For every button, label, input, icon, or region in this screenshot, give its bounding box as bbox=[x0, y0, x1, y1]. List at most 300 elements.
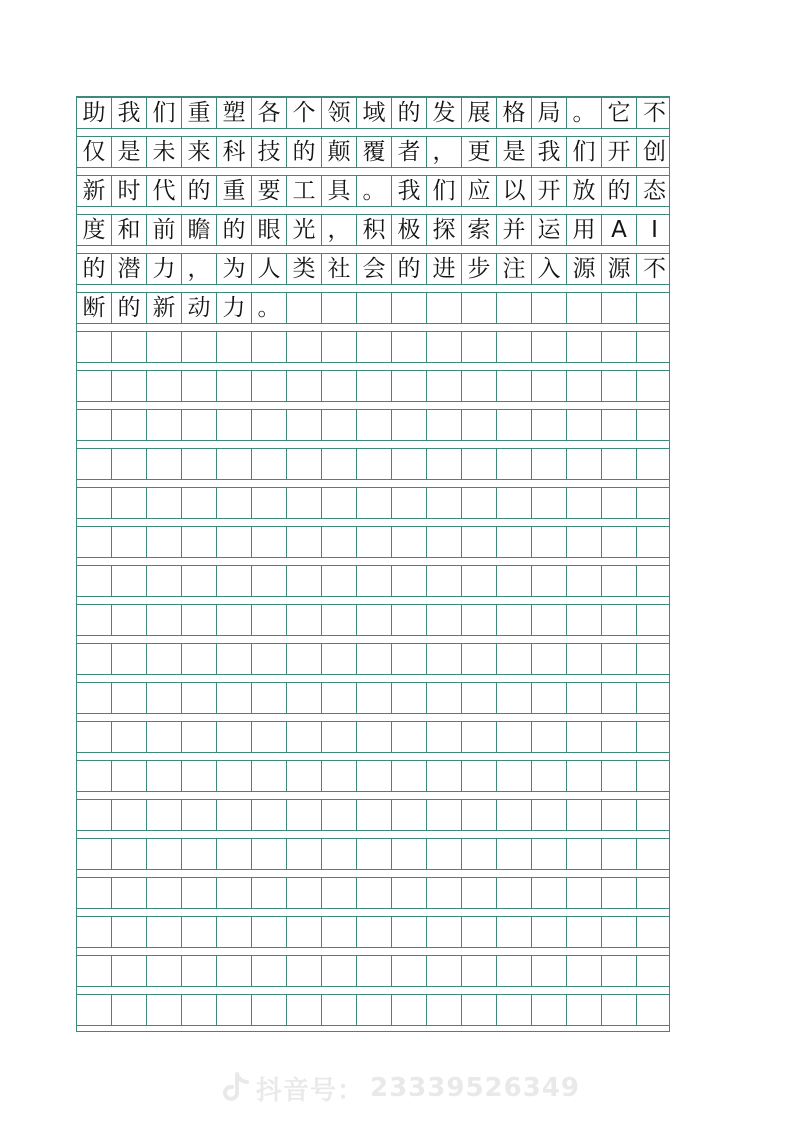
grid-row bbox=[77, 838, 669, 870]
grid-cell bbox=[392, 644, 427, 674]
grid-cell bbox=[637, 371, 672, 401]
grid-cell: 具 bbox=[322, 176, 357, 206]
grid-cell: 重 bbox=[182, 98, 217, 128]
grid-cell bbox=[497, 644, 532, 674]
grid-cell bbox=[602, 761, 637, 791]
grid-cell bbox=[217, 527, 252, 557]
grid-cell bbox=[567, 722, 602, 752]
grid-cell bbox=[287, 605, 322, 635]
grid-row bbox=[77, 331, 669, 363]
grid-cell bbox=[357, 566, 392, 596]
grid-cell bbox=[217, 371, 252, 401]
grid-cell bbox=[392, 449, 427, 479]
grid-cell bbox=[357, 917, 392, 947]
grid-cell bbox=[602, 293, 637, 323]
grid-cell bbox=[427, 683, 462, 713]
grid-cell bbox=[287, 800, 322, 830]
grid-cell bbox=[182, 722, 217, 752]
grid-cell bbox=[637, 527, 672, 557]
grid-cell bbox=[322, 722, 357, 752]
grid-cell bbox=[252, 527, 287, 557]
grid-cell: ， bbox=[182, 254, 217, 284]
grid-cell: 探 bbox=[427, 215, 462, 245]
grid-cell bbox=[77, 761, 112, 791]
grid-cell: 态 bbox=[643, 177, 666, 204]
grid-cell bbox=[322, 332, 357, 362]
grid-cell bbox=[567, 644, 602, 674]
grid-cell bbox=[637, 800, 672, 830]
grid-cell: 前 bbox=[147, 215, 182, 245]
grid-cell bbox=[322, 644, 357, 674]
grid-cell bbox=[532, 449, 567, 479]
grid-cell bbox=[357, 410, 392, 440]
grid-cell bbox=[462, 644, 497, 674]
grid-cell bbox=[112, 917, 147, 947]
grid-cell bbox=[182, 917, 217, 947]
grid-cell bbox=[252, 332, 287, 362]
grid-cell bbox=[77, 332, 112, 362]
grid-cell: 用 bbox=[567, 215, 602, 245]
grid-cell bbox=[602, 878, 637, 908]
grid-cell bbox=[182, 839, 217, 869]
grid-cell bbox=[182, 449, 217, 479]
grid-cell: 格 bbox=[497, 98, 532, 128]
watermark-account-id: 23339526349 bbox=[370, 1073, 580, 1103]
grid-cell bbox=[637, 410, 672, 440]
music-note-icon bbox=[220, 1071, 250, 1105]
grid-cell: 力 bbox=[147, 254, 182, 284]
grid-cell bbox=[357, 956, 392, 986]
grid-cell bbox=[602, 644, 637, 674]
grid-row bbox=[77, 643, 669, 675]
grid-cell bbox=[357, 722, 392, 752]
grid-cell bbox=[532, 956, 567, 986]
grid-row bbox=[77, 526, 669, 558]
grid-cell bbox=[217, 332, 252, 362]
grid-cell bbox=[357, 839, 392, 869]
grid-cell bbox=[112, 800, 147, 830]
grid-cell bbox=[602, 917, 637, 947]
grid-cell bbox=[182, 605, 217, 635]
grid-cell bbox=[182, 566, 217, 596]
grid-cell bbox=[637, 332, 672, 362]
grid-cell: 者 bbox=[392, 137, 427, 167]
grid-cell bbox=[392, 956, 427, 986]
grid-cell bbox=[392, 722, 427, 752]
grid-cell bbox=[427, 293, 462, 323]
grid-cell bbox=[77, 605, 112, 635]
grid-cell bbox=[567, 761, 602, 791]
grid-cell bbox=[497, 410, 532, 440]
grid-cell: 各 bbox=[252, 98, 287, 128]
grid-cell bbox=[602, 722, 637, 752]
grid-cell: 科 bbox=[217, 137, 252, 167]
grid-cell bbox=[392, 917, 427, 947]
grid-cell bbox=[287, 566, 322, 596]
grid-row bbox=[77, 253, 669, 285]
grid-cell bbox=[637, 839, 672, 869]
grid-cell bbox=[182, 956, 217, 986]
grid-cell bbox=[322, 371, 357, 401]
grid-cell bbox=[182, 761, 217, 791]
grid-row bbox=[77, 682, 669, 714]
grid-cell bbox=[182, 488, 217, 518]
grid-cell bbox=[497, 683, 532, 713]
grid-row bbox=[77, 214, 669, 246]
grid-cell bbox=[322, 410, 357, 440]
grid-cell bbox=[112, 956, 147, 986]
grid-cell bbox=[462, 566, 497, 596]
grid-cell: 瞻 bbox=[182, 215, 217, 245]
grid-cell: 个 bbox=[287, 98, 322, 128]
grid-cell: 的 bbox=[602, 176, 637, 206]
grid-cell: 会 bbox=[357, 254, 392, 284]
grid-cell: 积 bbox=[357, 215, 392, 245]
grid-cell bbox=[602, 683, 637, 713]
grid-cell bbox=[567, 332, 602, 362]
grid-cell bbox=[147, 527, 182, 557]
grid-cell bbox=[497, 332, 532, 362]
grid-cell bbox=[182, 800, 217, 830]
grid-cell bbox=[392, 410, 427, 440]
grid-cell: 进 bbox=[427, 254, 462, 284]
grid-cell bbox=[532, 488, 567, 518]
grid-cell bbox=[567, 410, 602, 440]
grid-cell bbox=[427, 722, 462, 752]
grid-cell: 域 bbox=[357, 98, 392, 128]
grid-cell bbox=[427, 995, 462, 1025]
grid-cell: 的 bbox=[77, 254, 112, 284]
grid-cell bbox=[602, 995, 637, 1025]
grid-cell bbox=[112, 722, 147, 752]
grid-cell: 是 bbox=[497, 137, 532, 167]
grid-cell bbox=[357, 449, 392, 479]
grid-cell bbox=[427, 917, 462, 947]
grid-cell bbox=[112, 488, 147, 518]
grid-cell bbox=[77, 566, 112, 596]
grid-cell bbox=[287, 917, 322, 947]
grid-cell bbox=[497, 488, 532, 518]
grid-cell: 社 bbox=[322, 254, 357, 284]
grid-cell bbox=[252, 800, 287, 830]
grid-cell bbox=[147, 839, 182, 869]
grid-cell bbox=[112, 371, 147, 401]
grid-cell bbox=[322, 449, 357, 479]
grid-cell bbox=[532, 527, 567, 557]
grid-cell bbox=[427, 839, 462, 869]
grid-cell bbox=[637, 449, 672, 479]
grid-cell bbox=[567, 488, 602, 518]
grid-cell bbox=[532, 566, 567, 596]
grid-cell bbox=[462, 722, 497, 752]
grid-cell bbox=[602, 956, 637, 986]
grid-cell bbox=[427, 449, 462, 479]
grid-cell: 们 bbox=[147, 98, 182, 128]
grid-cell bbox=[532, 410, 567, 440]
grid-cell bbox=[182, 683, 217, 713]
grid-cell bbox=[77, 917, 112, 947]
grid-cell bbox=[567, 683, 602, 713]
grid-cell bbox=[287, 956, 322, 986]
grid-cell bbox=[602, 410, 637, 440]
grid-cell bbox=[287, 332, 322, 362]
grid-cell bbox=[462, 839, 497, 869]
grid-row bbox=[77, 955, 669, 987]
grid-cell bbox=[147, 995, 182, 1025]
grid-cell bbox=[567, 956, 602, 986]
grid-cell bbox=[392, 527, 427, 557]
grid-cell bbox=[322, 488, 357, 518]
grid-cell bbox=[602, 527, 637, 557]
grid-cell bbox=[357, 527, 392, 557]
grid-cell bbox=[252, 488, 287, 518]
grid-cell bbox=[427, 878, 462, 908]
grid-cell bbox=[462, 605, 497, 635]
grid-cell: 更 bbox=[462, 137, 497, 167]
grid-cell bbox=[147, 683, 182, 713]
grid-cell bbox=[637, 488, 672, 518]
grid-cell bbox=[217, 605, 252, 635]
grid-cell bbox=[217, 995, 252, 1025]
grid-row bbox=[77, 175, 669, 207]
grid-cell bbox=[287, 644, 322, 674]
grid-cell bbox=[357, 371, 392, 401]
grid-cell bbox=[392, 488, 427, 518]
grid-row bbox=[77, 799, 669, 831]
grid-cell bbox=[322, 917, 357, 947]
grid-cell: 展 bbox=[462, 98, 497, 128]
grid-cell bbox=[392, 293, 427, 323]
grid-cell bbox=[497, 371, 532, 401]
grid-cell: 我 bbox=[392, 176, 427, 206]
grid-cell: 的 bbox=[392, 254, 427, 284]
grid-cell bbox=[217, 800, 252, 830]
grid-row bbox=[77, 994, 669, 1026]
grid-cell bbox=[252, 956, 287, 986]
grid-cell bbox=[322, 527, 357, 557]
grid-cell bbox=[392, 605, 427, 635]
grid-row bbox=[77, 97, 669, 129]
grid-row bbox=[77, 370, 669, 402]
grid-cell: 不 bbox=[643, 255, 666, 282]
grid-cell: 索 bbox=[462, 215, 497, 245]
grid-cell bbox=[112, 761, 147, 791]
grid-cell bbox=[532, 371, 567, 401]
grid-cell bbox=[532, 761, 567, 791]
grid-cell bbox=[392, 761, 427, 791]
grid-cell bbox=[217, 761, 252, 791]
grid-cell: 放 bbox=[567, 176, 602, 206]
grid-cell: 的 bbox=[392, 98, 427, 128]
grid-cell bbox=[567, 878, 602, 908]
grid-row bbox=[77, 916, 669, 948]
grid-cell bbox=[427, 605, 462, 635]
grid-cell bbox=[462, 527, 497, 557]
grid-cell: 。 bbox=[567, 98, 602, 128]
grid-cell bbox=[287, 761, 322, 791]
grid-cell bbox=[567, 371, 602, 401]
grid-cell bbox=[77, 644, 112, 674]
grid-cell bbox=[287, 293, 322, 323]
grid-cell: 领 bbox=[322, 98, 357, 128]
grid-cell: 类 bbox=[287, 254, 322, 284]
grid-cell: 覆 bbox=[357, 137, 392, 167]
grid-cell: 的 bbox=[217, 215, 252, 245]
grid-cell bbox=[287, 878, 322, 908]
grid-cell: 重 bbox=[217, 176, 252, 206]
grid-cell bbox=[112, 410, 147, 440]
grid-cell bbox=[427, 800, 462, 830]
grid-cell bbox=[322, 683, 357, 713]
grid-cell bbox=[217, 488, 252, 518]
grid-cell: 代 bbox=[147, 176, 182, 206]
grid-cell bbox=[147, 566, 182, 596]
grid-cell bbox=[322, 566, 357, 596]
grid-cell bbox=[112, 683, 147, 713]
grid-cell bbox=[77, 956, 112, 986]
grid-cell bbox=[392, 332, 427, 362]
grid-cell bbox=[532, 800, 567, 830]
grid-cell: 动 bbox=[182, 293, 217, 323]
grid-cell bbox=[392, 371, 427, 401]
grid-cell: 的 bbox=[182, 176, 217, 206]
grid-cell bbox=[462, 410, 497, 440]
grid-cell bbox=[602, 800, 637, 830]
grid-cell bbox=[322, 800, 357, 830]
grid-cell: 们 bbox=[567, 137, 602, 167]
grid-cell bbox=[567, 293, 602, 323]
grid-cell bbox=[147, 605, 182, 635]
grid-cell bbox=[287, 371, 322, 401]
grid-row bbox=[77, 136, 669, 168]
grid-cell: 和 bbox=[112, 215, 147, 245]
grid-cell bbox=[252, 761, 287, 791]
grid-cell bbox=[147, 761, 182, 791]
grid-cell: 断 bbox=[77, 293, 112, 323]
grid-cell bbox=[217, 410, 252, 440]
grid-cell bbox=[147, 644, 182, 674]
grid-cell: 工 bbox=[287, 176, 322, 206]
grid-cell: 来 bbox=[182, 137, 217, 167]
grid-cell: 要 bbox=[252, 176, 287, 206]
grid-cell bbox=[497, 449, 532, 479]
grid-cell bbox=[637, 644, 672, 674]
grid-cell bbox=[147, 878, 182, 908]
grid-cell: 步 bbox=[462, 254, 497, 284]
grid-cell: 。 bbox=[357, 176, 392, 206]
grid-cell bbox=[217, 917, 252, 947]
grid-cell: 人 bbox=[252, 254, 287, 284]
grid-cell bbox=[497, 917, 532, 947]
grid-cell bbox=[392, 878, 427, 908]
grid-row bbox=[77, 760, 669, 792]
grid-cell bbox=[392, 995, 427, 1025]
grid-cell bbox=[567, 995, 602, 1025]
grid-cell bbox=[147, 449, 182, 479]
grid-cell bbox=[182, 527, 217, 557]
grid-cell bbox=[602, 449, 637, 479]
grid-cell bbox=[182, 371, 217, 401]
grid-cell bbox=[322, 761, 357, 791]
grid-cell bbox=[112, 527, 147, 557]
grid-cell bbox=[532, 917, 567, 947]
grid-cell: 仅 bbox=[77, 137, 112, 167]
grid-cell: 们 bbox=[427, 176, 462, 206]
grid-cell bbox=[602, 566, 637, 596]
grid-cell bbox=[427, 566, 462, 596]
grid-cell bbox=[147, 722, 182, 752]
grid-cell bbox=[147, 800, 182, 830]
grid-cell bbox=[287, 449, 322, 479]
grid-cell bbox=[112, 605, 147, 635]
grid-row bbox=[77, 565, 669, 597]
grid-cell bbox=[182, 644, 217, 674]
grid-cell: 注 bbox=[497, 254, 532, 284]
grid-cell bbox=[77, 722, 112, 752]
grid-cell bbox=[252, 644, 287, 674]
grid-cell: 发 bbox=[427, 98, 462, 128]
grid-cell bbox=[77, 371, 112, 401]
grid-cell bbox=[497, 995, 532, 1025]
grid-cell bbox=[182, 332, 217, 362]
grid-cell: 颠 bbox=[322, 137, 357, 167]
grid-cell bbox=[322, 956, 357, 986]
grid-cell bbox=[252, 878, 287, 908]
grid-cell: 新 bbox=[77, 176, 112, 206]
grid-cell bbox=[567, 449, 602, 479]
grid-cell bbox=[357, 761, 392, 791]
grid-cell bbox=[252, 410, 287, 440]
grid-cell bbox=[147, 956, 182, 986]
grid-cell: ， bbox=[322, 215, 357, 245]
grid-cell bbox=[77, 683, 112, 713]
grid-cell: A bbox=[602, 215, 637, 245]
grid-cell bbox=[532, 878, 567, 908]
grid-cell bbox=[497, 527, 532, 557]
grid-cell bbox=[252, 371, 287, 401]
grid-cell bbox=[637, 605, 672, 635]
grid-row bbox=[77, 292, 669, 324]
grid-cell: 助 bbox=[77, 98, 112, 128]
grid-cell bbox=[497, 839, 532, 869]
grid-cell: 度 bbox=[77, 215, 112, 245]
grid-cell bbox=[532, 683, 567, 713]
grid-cell bbox=[567, 527, 602, 557]
grid-cell bbox=[357, 488, 392, 518]
grid-cell bbox=[77, 527, 112, 557]
grid-cell bbox=[567, 566, 602, 596]
grid-cell bbox=[147, 410, 182, 440]
grid-cell bbox=[357, 605, 392, 635]
grid-cell bbox=[427, 644, 462, 674]
grid-cell bbox=[112, 449, 147, 479]
grid-cell bbox=[462, 683, 497, 713]
grid-cell bbox=[77, 839, 112, 869]
grid-cell bbox=[532, 644, 567, 674]
grid-cell: 未 bbox=[147, 137, 182, 167]
grid-cell: 技 bbox=[252, 137, 287, 167]
grid-cell bbox=[217, 722, 252, 752]
grid-cell: 我 bbox=[532, 137, 567, 167]
grid-cell bbox=[357, 683, 392, 713]
grid-cell bbox=[637, 878, 672, 908]
writing-grid-paper bbox=[76, 96, 670, 1032]
grid-cell bbox=[462, 917, 497, 947]
grid-cell bbox=[287, 527, 322, 557]
grid-cell bbox=[602, 488, 637, 518]
grid-cell bbox=[112, 878, 147, 908]
grid-cell bbox=[427, 527, 462, 557]
